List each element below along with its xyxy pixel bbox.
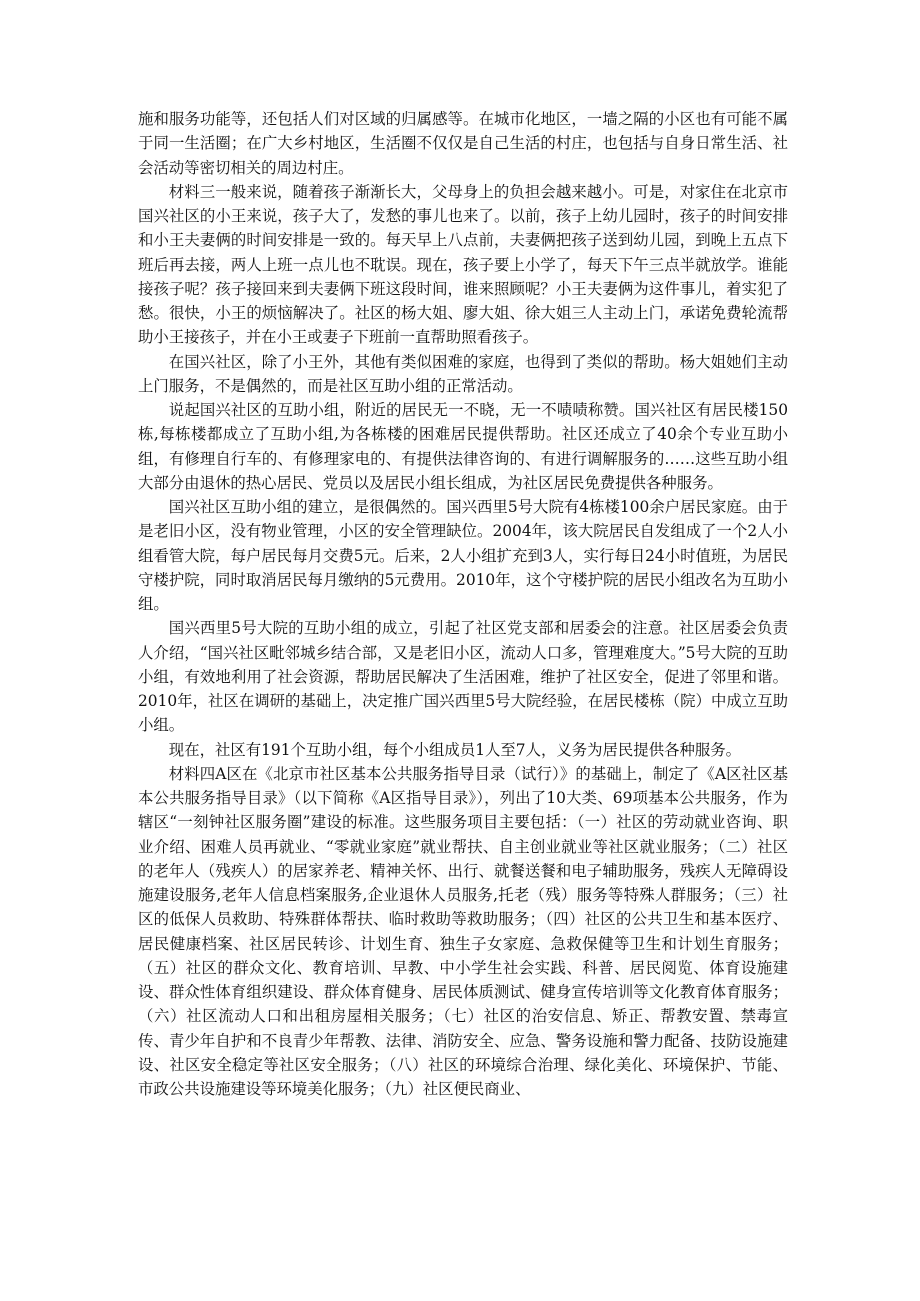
paragraph-1: 施和服务功能等，还包括人们对区域的归属感等。在城市化地区，一墙之隔的小区也有可能不属于同一生活圈；在广大乡村地区，生活圈不仅仅是自己生活的村庄，也包括与自身日常生活、社会活动等密切相关的周边村庄。 <box>138 110 788 177</box>
paragraph-6: 国兴西里5号大院的互助小组的成立，引起了社区党支部和居委会的注意。社区居委会负责人介绍，“国兴社区毗邻城乡结合部，又是老旧小区，流动人口多，管理难度大。”5号大院的互助小组，有效地利用了社会资源，帮助居民解决了生活困难，维护了社区安全，促进了邻里和谐。2010年，社区在调研的基础上，决定推广国兴西里5号大院经验，在居民楼栋（院）中成立互助小组。 <box>138 619 788 735</box>
document-page <box>138 107 788 1101</box>
paragraph-5: 国兴社区互助小组的建立，是很偶然的。国兴西里5号大院有4栋楼100余户居民家庭。由于是老旧小区，没有物业管理，小区的安全管理缺位。2004年，该大院居民自发组成了一个2人小组看管大院，每户居民每月交费5元。后来，2人小组扩充到3人，实行每日24小时值班，为居民守楼护院，同时取消居民每月缴纳的5元费用。2010年，这个守楼护院的居民小组改名为互助小组。 <box>138 498 788 613</box>
paragraph-4: 说起国兴社区的互助小组，附近的居民无一不晓，无一不啧啧称赞。国兴社区有居民楼150栋,每栋楼都成立了互助小组,为各栋楼的困难居民提供帮助。社区还成立了40余个专业互助小组，有修理自行车的、有修理家电的、有提供法律咨询的、有进行调解服务的……这些互助小组大部分由退休的热心居民、党员以及居民小组长组成，为社区居民免费提供各种服务。 <box>138 401 788 492</box>
paragraph-3: 在国兴社区，除了小王外，其他有类似困难的家庭，也得到了类似的帮助。杨大姐她们主动上门服务，不是偶然的，而是社区互助小组的正常活动。 <box>138 352 788 395</box>
paragraph-2: 材料三一般来说，随着孩子渐渐长大，父母身上的负担会越来越小。可是，对家住在北京市国兴社区的小王来说，孩子大了，发愁的事儿也来了。以前，孩子上幼儿园时，孩子的时间安排和小王夫妻俩的时间安排是一致的。每天早上八点前，夫妻俩把孩子送到幼儿园，到晚上五点下班后再去接，两人上班一点儿也不耽误。现在，孩子要上小学了，每天下午三点半就放学。谁能接孩子呢？孩子接回来到夫妻俩下班这段时间，谁来照顾呢？小王夫妻俩为这件事儿，着实犯了愁。很快，小王的烦恼解决了。社区的杨大姐、廖大姐、徐大姐三人主动上门，承诺免费轮流帮助小王接孩子，并在小王或妻子下班前一直帮助照看孩子。 <box>138 182 788 347</box>
paragraph-8: 材料四A区在《北京市社区基本公共服务指导目录（试行）》的基础上，制定了《A区社区基本公共服务指导目录》（以下简称《A区指导目录》），列出了10大类、69项基本公共服务，作为辖区“一刻钟社区服务圈”建设的标准。这些服务项目主要包括：（一）社区的劳动就业咨询、职业介绍、困难人员再就业、“零就业家庭”就业帮扶、自主创业就业等社区就业服务；（二）社区的老年人（残疾人）的居家养老、精神关怀、出行、就餐送餐和电子辅助服务，残疾人无障碍设施建设服务,老年人信息档案服务,企业退休人员服务,托老（残）服务等特殊人群服务；（三）社区的低保人员救助、特殊群体帮扶、临时救助等救助服务；（四）社区的公共卫生和基本医疗、居民健康档案、社区居民转诊、计划生育、独生子女家庭、急救保健等卫生和计划生育服务；（五）社区的群众文化、教育培训、早教、中小学生社会实践、科普、居民阅览、体育设施建设、群众性体育组织建设、群众体育健身、居民体质测试、健身宣传培训等文化教育体育服务；（六）社区流动人口和出租房屋相关服务；（七）社区的治安信息、矫正、帮教安置、禁毒宣传、青少年自护和不良青少年帮教、法律、消防安全、应急、警务设施和警力配备、技防设施建设、社区安全稳定等社区安全服务；（八）社区的环境综合治理、绿化美化、环境保护、节能、市政公共设施建设等环境美化服务；（九）社区便民商业、 <box>138 764 788 1098</box>
paragraph-7: 现在，社区有191个互助小组，每个小组成员1人至7人，义务为居民提供各种服务。 <box>168 740 742 759</box>
